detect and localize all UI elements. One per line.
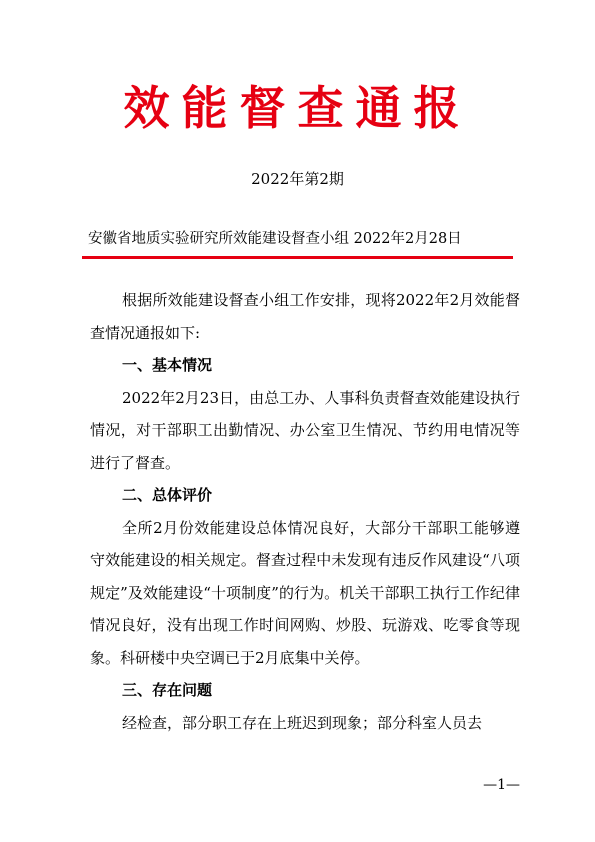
- intro-paragraph: 根据所效能建设督查小组工作安排，现将2022年2月效能督查情况通报如下:: [90, 291, 520, 342]
- document-body: [90, 284, 520, 739]
- page-number: —1—: [483, 777, 520, 793]
- issuer-line: 安徽省地质实验研究所效能建设督查小组 2022年2月28日: [88, 231, 462, 247]
- section-text-basic-situation: 2022年2月23日，由总工办、人事科负责督查效能建设执行情况，对干部职工出勤情况、办公室卫生情况、节约用电情况等进行了督查。: [90, 388, 520, 472]
- red-divider-rule: [82, 256, 513, 259]
- section-heading-existing-problems: 三、存在问题: [122, 681, 213, 699]
- masthead-title: 效能督查通报: [123, 81, 472, 135]
- section-text-existing-problems: 经检查，部分职工存在上班迟到现象；部分科室人员去: [122, 713, 483, 732]
- section-text-overall-evaluation: 全所2月份效能建设总体情况良好，大部分干部职工能够遵守效能建设的相关规定。督查过程中未发现有违反作风建设“八项规定”及效能建设“十项制度”的行为。机关干部职工执行工作纪律情况良好，没有出现工作时间网购、炒股、玩游戏、吃零食等现象。科研楼中央空调已于2月底集中关停。: [90, 518, 520, 667]
- section-heading-overall-evaluation: 二、总体评价: [122, 486, 213, 504]
- section-heading-basic-situation: 一、基本情况: [122, 356, 213, 374]
- issue-number: 2022年第2期: [251, 170, 344, 188]
